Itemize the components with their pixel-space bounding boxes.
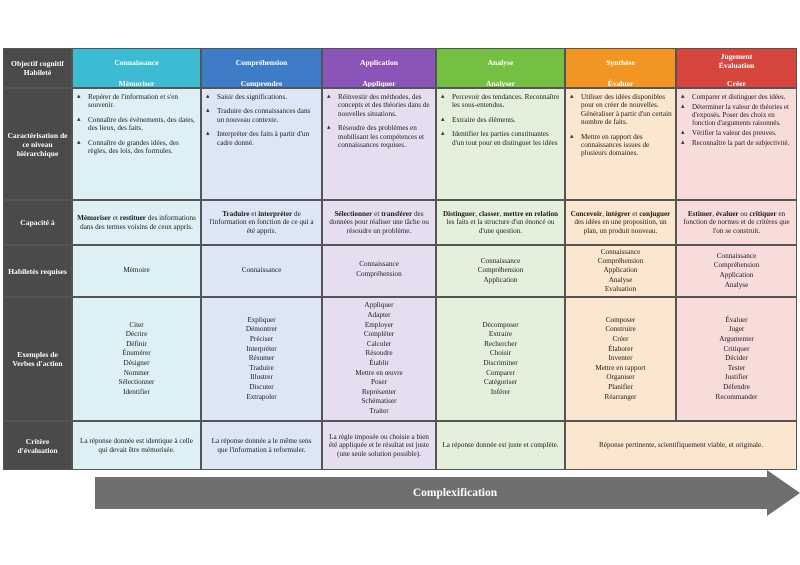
- critere-synthese-jugement: Réponse pertinente, scientifiquement viable, et originale.: [565, 421, 797, 470]
- capacite-connector: ,: [475, 209, 479, 218]
- capacite-rest: les faits et la structure d'un énoncé ou d'une question.: [446, 218, 555, 235]
- habiletes-comprehension: [201, 245, 322, 297]
- bullet-item: [326, 124, 432, 149]
- bullet-text: Réinvestir des méthodes, des concepts et des théories dans de nouvelles situations.: [338, 93, 430, 118]
- header-title: Analyse: [487, 58, 514, 67]
- bullet-item: [440, 116, 561, 124]
- verbes-analyse: [436, 297, 565, 421]
- capacite-verb: Estimer: [687, 209, 713, 218]
- bullet-marker-icon: ▴: [206, 92, 210, 100]
- verbe-item: Défendre: [723, 382, 750, 391]
- verbe-item: Citer: [129, 320, 144, 329]
- habiletes-analyse: [436, 245, 565, 297]
- capacite-verb: intégrer: [605, 209, 631, 218]
- capacite-connector: ,: [602, 209, 606, 218]
- capacite-connector: ,: [499, 209, 504, 218]
- bullet-item: [205, 93, 318, 101]
- bullet-list: [677, 89, 796, 148]
- verbe-item: Désigner: [123, 359, 150, 367]
- verbe-item: Résoudre: [365, 349, 393, 358]
- header-comprehension: [201, 48, 322, 88]
- habilete-item: Connaissance: [600, 247, 641, 256]
- row-header-critere: Critère d'évaluation: [3, 421, 72, 470]
- capacite-verb: mettre en relation: [503, 209, 559, 218]
- bullet-text: Reconnaître la part de subjectivité.: [692, 139, 790, 148]
- habilete-item: Mémoire: [123, 266, 150, 275]
- verbe-item: Créer: [612, 335, 629, 344]
- verbe-item: Mettre en œuvre: [355, 368, 403, 377]
- verbe-item: Établir: [369, 359, 389, 367]
- habiletes-jugement: [676, 245, 797, 297]
- bullet-item: [680, 129, 793, 137]
- verbe-item: Décrire: [125, 330, 148, 339]
- verbe-item: Juger: [728, 325, 745, 334]
- header-title: Connaissance: [114, 58, 159, 67]
- caracterisation-comprehension: [201, 88, 322, 200]
- bullet-item: [76, 139, 197, 156]
- header-subtitle: Analyser: [485, 79, 516, 88]
- verbe-item: Composer: [605, 315, 636, 324]
- bullet-item: [680, 103, 793, 127]
- bullet-text: Percevoir des tendances. Reconnaître les sous-entendus.: [452, 93, 560, 110]
- bullet-marker-icon: ▴: [441, 92, 445, 100]
- verbe-item: Critiquer: [723, 344, 750, 353]
- verbe-item: Justifier: [724, 373, 749, 382]
- capacite-verb: interpréter: [258, 209, 293, 218]
- capacite-text: [570, 210, 671, 236]
- arrow-label: Complexification: [412, 487, 498, 499]
- verbe-item: Évaluer: [725, 315, 748, 324]
- verbes-comprehension: [201, 297, 322, 421]
- verbe-item: Construire: [605, 325, 636, 334]
- bullet-text: Saisir des significations.: [217, 93, 288, 101]
- bullet-text: Connaître des événements, des dates, des lieux, des faits.: [88, 115, 195, 133]
- bullet-text: Vérifier la valeur des preuves.: [692, 129, 777, 138]
- verbes-connaissance: [72, 297, 201, 421]
- caracterisation-analyse: [436, 88, 565, 200]
- habiletes-application: [322, 245, 436, 297]
- habilete-item: Analyse: [608, 275, 633, 284]
- capacite-connaissance: [72, 200, 201, 245]
- verbe-item: Identifier: [123, 387, 150, 396]
- verbes-jugement: [676, 297, 797, 421]
- header-subtitle: Comprendre: [240, 79, 283, 88]
- capacite-analyse: [436, 200, 565, 245]
- capacite-comprehension: [201, 200, 322, 245]
- verbe-item: Énumérer: [122, 349, 151, 358]
- verbe-item: Expliquer: [247, 315, 276, 324]
- bullet-marker-icon: ▴: [327, 123, 331, 132]
- bullet-item: [326, 93, 432, 118]
- verbe-item: Sélectionner: [118, 378, 155, 387]
- verbes-synthese: [565, 297, 676, 421]
- capacite-verb: Concevoir: [570, 209, 603, 218]
- header-application: [322, 48, 436, 88]
- habilete-item: Application: [483, 275, 518, 284]
- header-title-line2: Évaluation: [718, 61, 755, 70]
- critere-analyse: La réponse donnée est juste et complète.: [436, 421, 565, 470]
- bullet-text: Utiliser des idées disponibles pour en créer de nouvelles. Généraliser à partir d'un certain nombre de faits.: [581, 93, 672, 127]
- corner-header: [3, 48, 72, 88]
- verbe-item: Résumer: [248, 354, 275, 363]
- bullet-text: Repérer de l'information et s'en souvenir.: [88, 93, 179, 110]
- verbe-item: Poser: [371, 378, 387, 387]
- bullet-text: Déterminer la valeur de théories et d'exposés. Poser des choix en fonction d'arguments raisonnés.: [692, 103, 789, 128]
- bullet-text: Résoudre des problèmes en mobilisant les compétences et connaissances requises.: [338, 124, 425, 150]
- bullet-text: Interpréter des faits à partir d'un cadre donné.: [217, 130, 310, 147]
- verbe-item: Compléter: [363, 330, 395, 339]
- verbes-application: [322, 297, 436, 421]
- header-subtitle: Appliquer: [362, 79, 396, 88]
- habilete-item: Application: [603, 266, 638, 275]
- verbe-item: Catégoriser: [483, 378, 518, 387]
- habilete-item: Compréhension: [597, 257, 644, 266]
- bullet-marker-icon: ▴: [77, 92, 81, 100]
- verbe-item: Recommander: [715, 392, 758, 401]
- habiletes-connaissance: [72, 245, 201, 297]
- bullet-list: [202, 89, 321, 147]
- verbe-item: Définir: [126, 339, 147, 348]
- header-subtitle: Créer: [727, 79, 746, 88]
- verbe-item: Illustrer: [250, 373, 273, 382]
- capacite-text: [206, 210, 317, 236]
- bullet-marker-icon: ▴: [327, 92, 331, 100]
- critere-connaissance: La réponse donnée est identique à celle qui devait être mémorisée.: [72, 421, 201, 470]
- header-subtitle: Mémoriser: [118, 79, 155, 88]
- bullet-item: [205, 107, 318, 124]
- verbe-item: Traiter: [369, 406, 389, 415]
- capacite-verb: transférer: [381, 209, 413, 218]
- habilete-item: Connaissance: [241, 266, 282, 275]
- bullet-marker-icon: ▴: [681, 92, 685, 100]
- capacite-verb: Distinguer: [442, 209, 476, 218]
- bullet-text: Comparer et distinguer des idées.: [692, 93, 786, 101]
- verbe-item: Appliquer: [364, 301, 394, 310]
- critere-application: La règle imposée ou choisie a bien été appliquée et le résultat est juste (une seule solution possible).: [322, 421, 436, 470]
- bullet-text: Connaître de grandes idées, des règles, des lois, des formules.: [88, 138, 179, 156]
- verbe-item: Représenter: [361, 387, 397, 396]
- capacite-text: [327, 210, 431, 236]
- bullet-marker-icon: ▴: [441, 114, 445, 123]
- capacite-verb: conjuguer: [639, 209, 671, 218]
- capacite-text: [77, 214, 196, 231]
- capacite-connector: et: [630, 209, 640, 218]
- verbe-item: Inventer: [608, 354, 633, 363]
- capacite-verb: critiquer: [749, 209, 777, 218]
- capacite-verb: Mémoriser: [77, 213, 111, 222]
- header-title: [677, 52, 796, 70]
- verbe-item: Rechercher: [484, 339, 517, 348]
- habilete-item: Application: [719, 271, 754, 279]
- bullet-marker-icon: ▴: [681, 102, 685, 111]
- bullet-marker-icon: ▴: [206, 129, 210, 138]
- bullet-list: [437, 89, 564, 147]
- bullet-item: [680, 139, 793, 147]
- verbe-item: Schématiser: [361, 397, 397, 406]
- bullet-marker-icon: ▴: [77, 137, 81, 146]
- verbe-item: Extrapoler: [246, 392, 277, 401]
- verbe-item: Préciser: [249, 335, 274, 344]
- habilete-item: Connaissance: [359, 260, 399, 268]
- bullet-item: [440, 130, 561, 147]
- verbe-item: Nommer: [123, 368, 150, 377]
- capacite-verb: restituer: [119, 213, 146, 222]
- verbe-item: Traduire: [249, 363, 274, 372]
- bullet-item: [680, 93, 793, 101]
- capacite-verb: classer: [478, 209, 500, 218]
- verbe-item: Choisir: [489, 349, 512, 358]
- verbe-item: Organiser: [606, 373, 635, 382]
- verbe-item: Inférer: [490, 387, 511, 396]
- bullet-item: [76, 93, 197, 110]
- capacite-connector: et: [111, 213, 120, 222]
- capacite-rest: de l'information en fonction de ce qui a été appris.: [209, 209, 314, 235]
- habiletes-synthese: [565, 245, 676, 297]
- caracterisation-application: [322, 88, 436, 200]
- verbe-item: Tester: [727, 363, 746, 372]
- row-header-caracterisation: Caractérisation de ce niveau hiérarchique: [3, 88, 72, 200]
- capacite-text: [441, 210, 560, 236]
- verbe-item: Argumenter: [719, 335, 754, 344]
- bullet-text: Extraire des éléments.: [452, 115, 516, 124]
- capacite-connector: et: [372, 209, 382, 218]
- header-analyse: [436, 48, 565, 88]
- bullet-item: [569, 93, 672, 127]
- bullet-marker-icon: ▴: [77, 114, 81, 123]
- capacite-text: [681, 210, 792, 236]
- capacite-rest: des données pour réaliser une tâche ou résoudre un problème.: [329, 209, 429, 235]
- capacite-rest: des idées en une proposition, un plan, un produit nouveau.: [574, 218, 667, 235]
- capacite-connector: ,: [712, 209, 716, 218]
- row-header-habiletes: Habiletés requises: [3, 245, 72, 297]
- critere-comprehension: La réponse donnée a le même sens que l'information à reformuler.: [201, 421, 322, 470]
- verbe-item: Réarranger: [604, 392, 637, 401]
- verbe-item: Mettre en rapport: [595, 363, 646, 372]
- header-jugement: [676, 48, 797, 88]
- capacite-rest: des informations dans des termes voisins de ceux appris.: [80, 213, 196, 231]
- header-title-line1: Jugement: [720, 52, 753, 61]
- bullet-marker-icon: ▴: [441, 129, 445, 138]
- bullet-item: [76, 116, 197, 133]
- capacite-application: [322, 200, 436, 245]
- corner-line2: Habileté: [23, 68, 52, 77]
- bullet-marker-icon: ▴: [206, 106, 210, 115]
- header-synthese: [565, 48, 676, 88]
- bullet-marker-icon: ▴: [681, 138, 685, 147]
- bullet-marker-icon: ▴: [570, 92, 574, 100]
- bullet-marker-icon: ▴: [681, 128, 685, 137]
- capacite-verb: évaluer: [715, 209, 739, 218]
- header-subtitle: Évaluer: [607, 79, 634, 88]
- header-connaissance: [72, 48, 201, 88]
- capacite-connector: ou: [738, 209, 750, 218]
- bullet-text: Mettre en rapport des connaissances issues de plusieurs domaines.: [581, 132, 650, 158]
- bullet-item: [205, 130, 318, 147]
- bullet-text: Traduire des connaissances dans un nouveau contexte.: [217, 107, 311, 124]
- capacite-jugement: [676, 200, 797, 245]
- header-title: Application: [360, 58, 398, 67]
- bullet-item: [440, 93, 561, 110]
- habilete-item: Connaissance: [716, 251, 757, 260]
- caracterisation-connaissance: [72, 88, 201, 200]
- caracterisation-synthese: [565, 88, 676, 200]
- bullet-item: [569, 133, 672, 158]
- bullet-list: [73, 89, 200, 155]
- verbe-item: Décider: [725, 354, 748, 363]
- verbe-item: Planifier: [608, 382, 633, 391]
- verbe-item: Comparer: [486, 368, 515, 377]
- header-title: Synthèse: [606, 58, 635, 67]
- verbe-item: Adapter: [367, 311, 391, 320]
- verbe-item: Calculer: [366, 339, 392, 348]
- verbe-item: Élaborer: [608, 344, 633, 353]
- verbe-item: Décomposer: [482, 320, 519, 329]
- caracterisation-jugement: [676, 88, 797, 200]
- habilete-item: Compréhension: [477, 266, 524, 275]
- capacite-connector: et: [249, 209, 259, 218]
- bullet-list: [566, 89, 675, 158]
- capacite-verb: Sélectionner: [334, 209, 373, 218]
- verbe-item: Discuter: [249, 382, 274, 391]
- corner-line1: Objectif cognitif: [11, 59, 64, 68]
- habilete-item: Compréhension: [356, 269, 402, 278]
- bloom-taxonomy-table: [3, 48, 797, 470]
- verbe-item: Interpréter: [246, 344, 277, 353]
- bullet-list: [323, 89, 435, 149]
- capacite-synthese: [565, 200, 676, 245]
- verbe-item: Employer: [364, 320, 394, 329]
- verbe-item: Extraire: [488, 330, 513, 339]
- habilete-item: Compréhension: [713, 261, 760, 270]
- row-header-capacite: Capacité à: [3, 200, 72, 245]
- habilete-item: Analyse: [724, 280, 749, 289]
- bullet-marker-icon: ▴: [570, 131, 574, 140]
- habilete-item: Connaissance: [480, 256, 521, 265]
- verbe-item: Discriminer: [483, 359, 518, 367]
- verbe-item: Démontrer: [245, 325, 278, 334]
- bullet-text: Identifier les parties constituantes d'un tout pour en distinguer les idées: [452, 130, 558, 147]
- capacite-verb: Traduire: [222, 209, 250, 218]
- header-title: Compréhension: [235, 58, 288, 67]
- habilete-item: Evaluation: [604, 284, 637, 293]
- row-header-verbes: Exemples de Verbes d'action: [3, 297, 72, 421]
- capacite-rest: en fonction de normes et de critères que l'on se construit.: [683, 209, 790, 235]
